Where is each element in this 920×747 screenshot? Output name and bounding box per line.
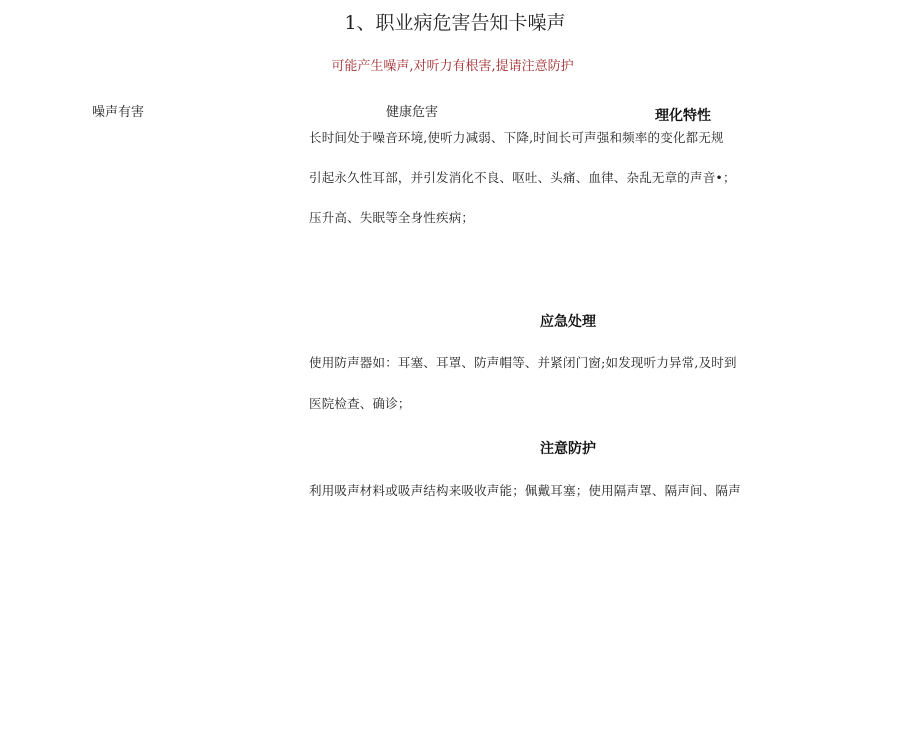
health-hazard-line: 长时间处于噪音环境,使听力减弱、下降,时间长可声强和频率的变化都无规 [309, 130, 724, 145]
health-hazard-label: 健康危害 [386, 105, 439, 120]
health-hazard-line: 引起永久性耳部，并引发消化不良、呕吐、头痛、血律、杂乱无章的声音•； [309, 170, 736, 185]
emergency-line: 医院检查、确诊； [309, 396, 411, 411]
warning-subtitle: 可能产生噪声,对听力有根害,提请注意防护 [331, 59, 574, 74]
protection-heading: 注意防护 [540, 441, 596, 457]
emergency-line: 使用防声器如：耳塞、耳罩、防声帽等、并紧闭门窗;如发现听力异常,及时到 [309, 355, 737, 370]
emergency-heading: 应急处理 [540, 314, 596, 330]
physicochemical-heading: 理化特性 [655, 108, 711, 124]
page-title: 1、职业病危害告知卡噪声 [344, 12, 566, 34]
protection-line: 利用吸声材料或吸声结构来吸收声能；佩戴耳塞；使用隔声罩、隔声间、隔声 [309, 483, 741, 498]
hazard-name-label: 噪声有害 [92, 105, 145, 120]
health-hazard-line: 压升高、失眠等全身性疾病； [309, 210, 475, 225]
